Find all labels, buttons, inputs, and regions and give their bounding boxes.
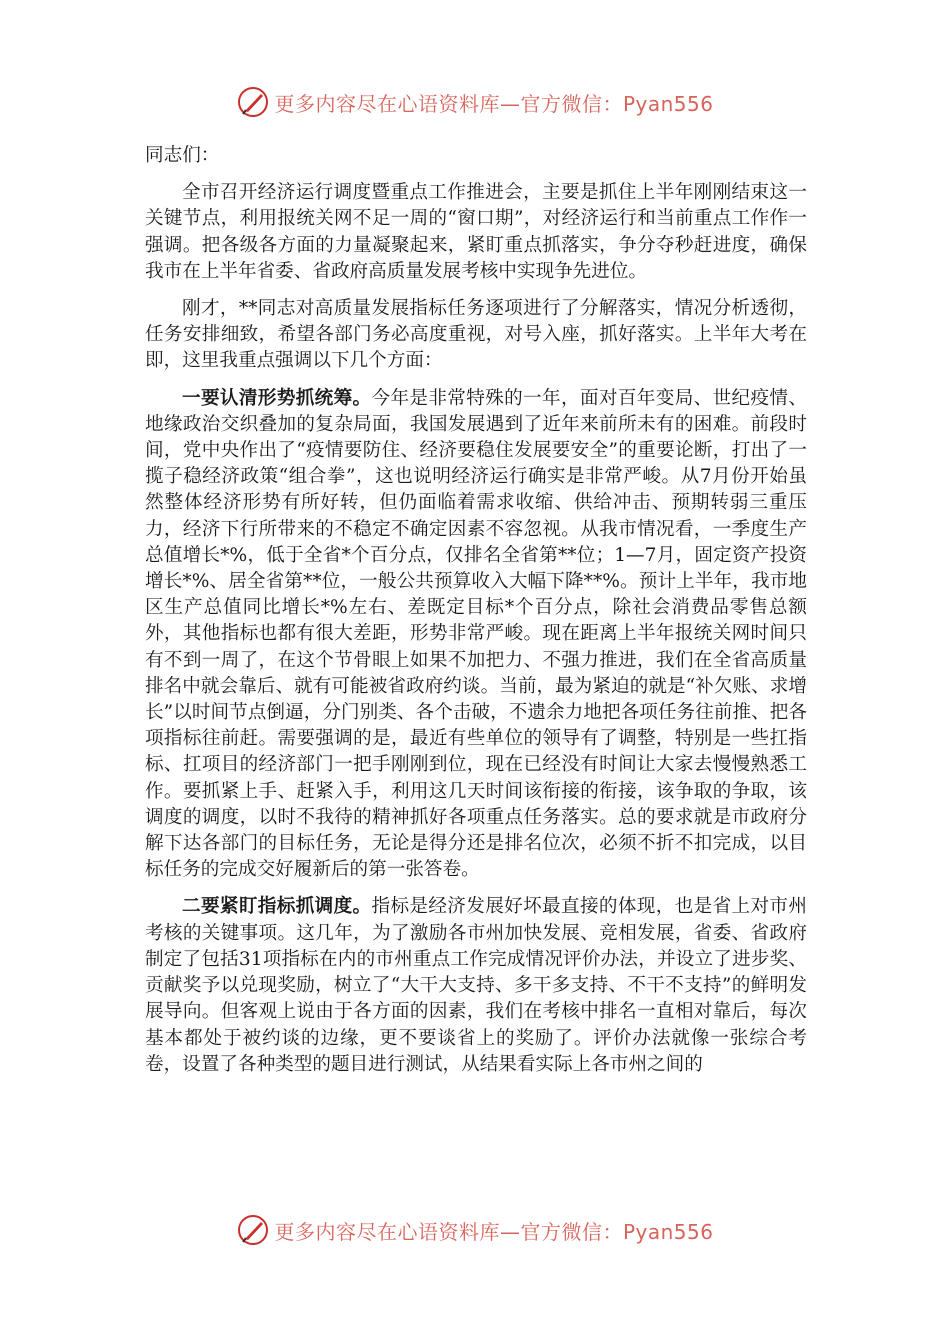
document-body (145, 143, 807, 1089)
watermark-banner-bottom (0, 1210, 950, 1250)
paragraph-body: 今年是非常特殊的一年，面对百年变局、世纪疫情、地缘政治交织叠加的复杂局面，我国发展遇到了近年来前所未有的困难。前段时间，党中央作出了“疫情要防住、经济要稳住发展要安全”的重要论断，打出了一揽子稳经济政策“组合拳”，这也说明经济运行确实是非常严峻。从7月份开始虽然整体经济形势有所好转，但仍面临着需求收缩、供给冲击、预期转弱三重压力，经济下行所带来的不稳定不确定因素不容忽视。从我市情况看，一季度生产总值增长*%，低于全省*个百分点，仅排名全省第**位；1—7月，固定资产投资增长*%、居全省第**位，一般公共预算收入大幅下降**%。预计上半年，我市地区生产总值同比增长*%左右、差既定目标*个百分点，除社会消费品零售总额外，其他指标也都有很大差距，形势非常严峻。现在距离上半年报统关网时间只有不到一周了，在这个节骨眼上如果不加把力、不强力推进，我们在全省高质量排名中就会靠后、就有可能被省政府约谈。当前，最为紧迫的就是“补欠账、求增长”以时间节点倒逼，分门别类、各个击破，不遗余力地把各项任务往前推、把各项指标往前赶。需要强调的是，最近有些单位的领导有了调整，特别是一些扛指标、扛项目的经济部门一把手刚刚到位，现在已经没有时间让大家去慢慢熟悉工作。要抓紧上手、赶紧入手，利用这几天时间该衔接的衔接，该争取的争取，该调度的调度，以时不我待的精神抓好各项重点任务落实。总的要求就是市政府分解下达各部门的目标任务，无论是得分还是排名位次，必须不折不扣完成，以目标任务的完成交好履新后的第一张答卷。 (145, 387, 807, 881)
watermark-text: 更多内容尽在心语资料库—官方微信：Pyan556 (274, 1219, 714, 1244)
watermark-banner-top (0, 82, 950, 122)
paragraph-lead: 一要认清形势抓统筹。 (182, 387, 372, 409)
paragraph-1 (145, 180, 807, 285)
greeting: 同志们： (145, 145, 220, 166)
paragraph-3 (145, 386, 807, 884)
paragraph-body: 刚才，**同志对高质量发展指标任务逐项进行了分解落实，情况分析透彻，任务安排细致，希望各部门务必高度重视，对号入座，抓好落实。上半年大考在即，这里我重点强调以下几个方面： (145, 298, 807, 372)
paragraph-2 (145, 296, 807, 375)
quill-pen-logo-icon (236, 85, 270, 119)
paragraph-body: 全市召开经济运行调度暨重点工作推进会，主要是抓住上半年刚刚结束这一关键节点，利用报统关网不足一周的“窗口期”，对经济运行和当前重点工作作一强调。把各级各方面的力量凝聚起来，紧盯重点抓落实，争分夺秒赶进度，确保我市在上半年省委、省政府高质量发展考核中实现争先进位。 (145, 182, 807, 282)
paragraph-body: 指标是经济发展好坏最直接的体现，也是省上对市州考核的关键事项。这几年，为了激励各市州加快发展、竞相发展，省委、省政府制定了包括31项指标在内的市州重点工作完成情况评价办法，并设立了进步奖、贡献奖予以兑现奖励，树立了“大干大支持、多干多支持、不干不支持”的鲜明发展导向。但客观上说由于各方面的因素，我们在考核中排名一直相对靠后，每次基本都处于被约谈的边缘，更不要谈省上的奖励了。评价办法就像一张综合考卷，设置了各种类型的题目进行测试，从结果看实际上各市州之间的 (145, 896, 807, 1075)
watermark-text: 更多内容尽在心语资料库—官方微信：Pyan556 (274, 91, 714, 116)
quill-pen-logo-icon (236, 1213, 270, 1247)
paragraph-4 (145, 894, 807, 1077)
paragraph-lead: 二要紧盯指标抓调度。 (182, 896, 372, 918)
